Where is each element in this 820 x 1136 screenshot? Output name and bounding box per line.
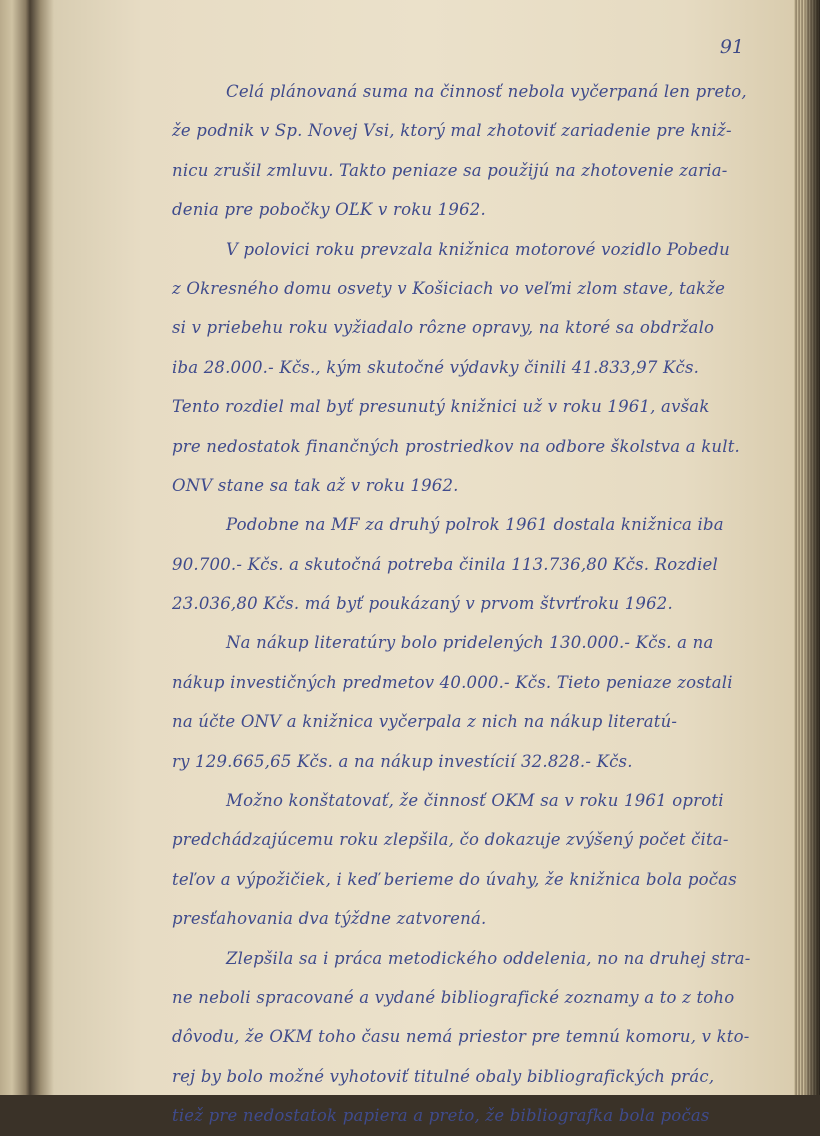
text-line: Možno konštatovať, že činnosť OKM sa v roku 1961 oproti [226,791,724,811]
text-line: z Okresného domu osvety v Košiciach vo veľmi zlom stave, takže [172,278,726,298]
text-line: si v priebehu roku vyžiadalo rôzne opravy, na ktoré sa obdržalo [172,318,715,338]
text-line: Tento rozdiel mal byť presunutý knižnici už v roku 1961, avšak [172,397,710,417]
text-line: tiež pre nedostatok papiera a preto, že bibliografka bola počas [172,1106,710,1126]
book-gutter [30,0,54,1095]
text-line: predchádzajúcemu roku zlepšila, čo dokazuje zvýšený počet čita- [172,830,729,850]
text-line: nicu zrušil zmluvu. Takto peniaze sa použijú na zhotovenie zaria- [172,160,728,180]
text-line: Podobne na MF za druhý polrok 1961 dostala knižnica iba [226,515,724,535]
text-line: teľov a výpožičiek, i keď berieme do úvahy, že knižnica bola počas [172,869,737,889]
handwritten-text-body [172,72,772,1136]
text-line: že podnik v Sp. Novej Vsi, ktorý mal zhotoviť zariadenie pre kniž- [172,121,732,141]
text-line: denia pre pobočky OĽK v roku 1962. [172,200,486,220]
text-line: ONV stane sa tak až v roku 1962. [172,475,459,495]
text-line: rej by bolo možné vyhotoviť titulné obaly bibliografických prác, [172,1066,715,1086]
text-line: dôvodu, že OKM toho času nemá priestor pre temnú komoru, v kto- [172,1027,750,1047]
page-number: 91 [719,36,744,58]
text-line: Na nákup literatúry bolo pridelených 130.000.- Kčs. a na [226,633,714,653]
text-line: presťahovania dva týždne zatvorená. [172,909,487,929]
text-line: 23.036,80 Kčs. má byť poukázaný v prvom štvrťroku 1962. [172,594,673,614]
text-line: nákup investičných predmetov 40.000.- Kčs. Tieto peniaze zostali [172,672,733,692]
text-line: na účte ONV a knižnica vyčerpala z nich na nákup literatú- [172,712,678,732]
page-edge-shadow [806,0,820,1095]
text-line: Celá plánovaná suma na činnosť nebola vyčerpaná len preto, [226,82,747,101]
text-line: V polovici roku prevzala knižnica motorové vozidlo Pobedu [226,239,730,259]
text-line: pre nedostatok finančných prostriedkov na odbore školstva a kult. [172,436,740,456]
previous-page-edge [0,0,30,1095]
text-line: ne neboli spracované a vydané bibliografické zoznamy a to z toho [172,987,735,1007]
text-line: Zlepšila sa i práca metodického oddelenia, no na druhej stra- [226,948,751,968]
text-line: ry 129.665,65 Kčs. a na nákup investícií 32.828.- Kčs. [172,751,633,771]
text-line: iba 28.000.- Kčs., kým skutočné výdavky činili 41.833,97 Kčs. [172,357,700,377]
handwritten-page [54,0,794,1126]
text-line: 90.700.- Kčs. a skutočná potreba činila 113.736,80 Kčs. Rozdiel [172,554,718,574]
